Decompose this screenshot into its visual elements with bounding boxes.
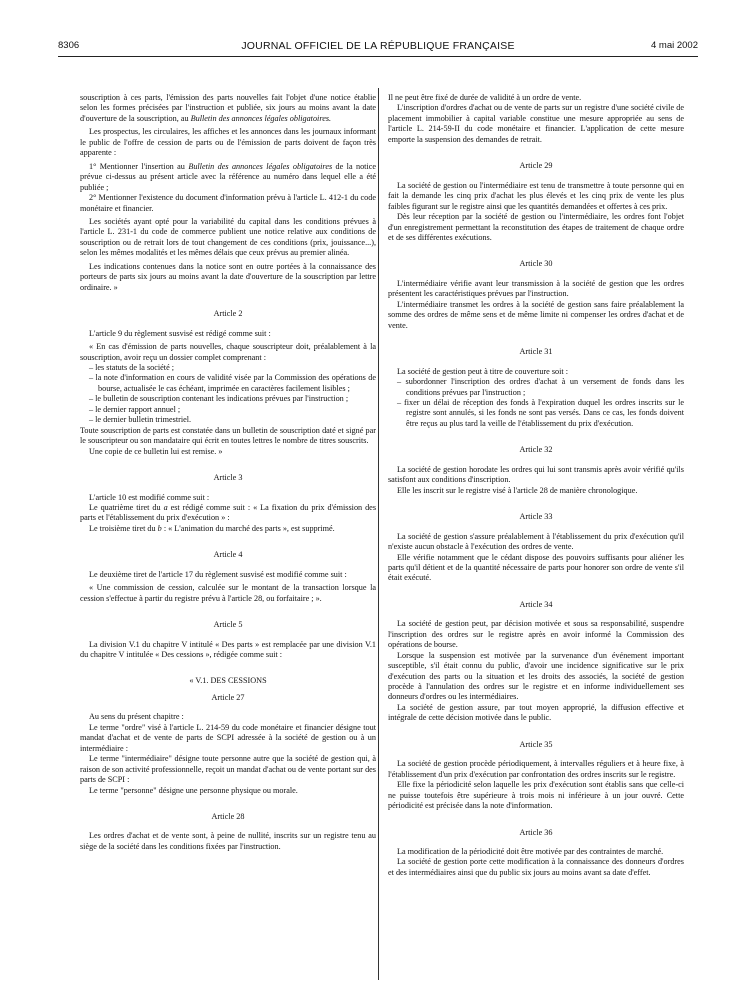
header-rule: [58, 56, 698, 57]
page-header: [58, 40, 698, 56]
article-heading: Article 34: [519, 599, 553, 609]
document-list: [80, 363, 376, 426]
article-heading: Article 3: [213, 473, 243, 483]
paragraph: La société de gestion peut à titre de couverture soit :: [397, 366, 568, 376]
paragraph: « Une commission de cession, calculée sur le montant de la transaction lorsque la cession s'effectue à partir du registre prévu à l'article 28, ou forfaitaire ; ».: [80, 583, 376, 603]
article-heading: Article 36: [519, 827, 553, 837]
paragraph: Il ne peut être fixé de durée de validité à un ordre de vente.: [388, 93, 582, 102]
article-heading: Article 29: [519, 161, 553, 171]
article-heading: Article 31: [519, 347, 553, 357]
article-heading: Article 32: [519, 445, 553, 455]
publication-date: 4 mai 2002: [650, 40, 698, 51]
paragraph: La société de gestion s'assure préalablement à l'établissement du prix d'exécution qu'il n'existe aucun obstacle à l'exécution des ordres de vente.: [388, 531, 684, 552]
paragraph: 1° Mentionner l'insertion au Bulletin des annonces légales obligatoires de la notice prévue ci-dessus au présent article avec la référence au numéro dans lequel elle a été publiée ;: [80, 161, 376, 192]
paragraph: Le terme "intermédiaire" désigne toute personne autre que la société de gestion qui, à raison de son activité professionnelle, reçoit un mandat d'achat ou de vente portant sur des parts de SCPI :: [80, 754, 376, 785]
paragraph: Le troisième tiret du b : « L'animation du marché des parts », est supprimé.: [89, 523, 335, 533]
paragraph: L'article 9 du règlement susvisé est rédigé comme suit :: [89, 328, 271, 338]
list-item: – le dernier rapport annuel ;: [89, 404, 181, 414]
paragraph: Toute souscription de parts est constatée dans un bulletin de souscription daté et signé par le souscripteur ou son mandataire qui écrit en toutes lettres le nombre de titres souscrits.: [80, 425, 376, 446]
article-heading: Article 33: [519, 512, 553, 522]
paragraph: La société de gestion ou l'intermédiaire est tenu de transmettre à toute personne qui en fait la demande les cinq prix d'achat les plus élevés et les cinq prix de vente les plus faibles figurant sur le registre ainsi que les quantités demandées et offertes à ces prix.: [388, 180, 684, 211]
paragraph: La société de gestion assure, par tout moyen approprié, la diffusion effective et intégrale de cette décision motivée dans le public.: [388, 702, 684, 723]
paragraph: Le terme "personne" désigne une personne physique ou morale.: [89, 785, 298, 795]
list-item: – subordonner l'inscription des ordres d'achat à un versement de fonds dans les conditions prévues par l'instruction ;: [397, 377, 684, 397]
paragraph: Elle les inscrit sur le registre visé à l'article 28 de manière chronologique.: [397, 485, 638, 495]
page-number: 8306: [58, 40, 80, 51]
paragraph: Lorsque la suspension est motivée par la survenance d'un événement important susceptible, s'il était connu du public, d'avoir une incidence significative sur le prix d'exécution des parts ou la situation et les droits des associés, la société de gestion procède à l'annulation des ordres sur le registre et en informe individuellement ses donneurs d'ordres ou les intermédiaires.: [388, 650, 684, 702]
paragraph: Au sens du présent chapitre :: [89, 712, 184, 722]
article-heading: Article 5: [213, 620, 243, 630]
paragraph: La société de gestion porte cette modification à la connaissance des donneurs d'ordres et des intermédiaires ainsi que du public six jours au moins avant sa date d'effet.: [388, 857, 684, 877]
paragraph: Les indications contenues dans la notice sont en outre portées à la connaissance des porteurs de parts six jours au moins avant la date d'ouverture de la souscription par lettre ordinaire. »: [80, 261, 376, 292]
paragraph: L'intermédiaire vérifie avant leur transmission à la société de gestion que les ordres présentent les caractéristiques prévues par l'instruction.: [388, 278, 684, 299]
paragraph: L'intermédiaire transmet les ordres à la société de gestion sans faire préalablement la somme des ordres de même sens et de même limite ni compenser les ordres d'achat et de vente.: [388, 299, 684, 330]
paragraph: La société de gestion horodate les ordres qui lui sont transmis après avoir vérifié qu'ils satisfont aux conditions d'inscription.: [388, 464, 684, 485]
list-item: – la note d'information en cours de validité visée par la Commission des opérations de bourse, actualisée le cas échéant, imprimée en caractères facilement lisibles ;: [89, 373, 376, 393]
right-column: [388, 93, 684, 878]
paragraph: Le deuxième tiret de l'article 17 du règlement susvisé est modifié comme suit :: [89, 569, 347, 579]
coverage-list: [388, 377, 684, 429]
list-item: – fixer un délai de réception des fonds à l'expiration duquel les ordres inscrits sur le registre sont annulés, si les fonds ne sont pas versés. Dans ce cas, les fonds doivent être reçus au plus tard la veille de l'établissement du prix d'exécution.: [397, 397, 684, 428]
paragraph: Elle fixe la périodicité selon laquelle les prix d'exécution sont établis sans que celle-ci ne puisse toutefois être supérieure à trois mois ni inférieure à un jour ouvré. Cette périodicité est précisée dans la note d'information.: [388, 780, 684, 811]
list-item: – le bulletin de souscription contenant les indications prévues par l'instruction ;: [89, 394, 349, 404]
paragraph: La division V.1 du chapitre V intitulé « Des parts » est remplacée par une division V.1 du chapitre V intitulée « Des cessions », rédigée comme suit :: [80, 639, 376, 660]
article-heading: Article 35: [519, 739, 553, 749]
column-divider: [378, 88, 379, 980]
list-item: – le dernier bulletin trimestriel.: [89, 415, 192, 425]
paragraph: Le terme "ordre" visé à l'article L. 214-59 du code monétaire et financier désigne tout mandat d'achat et de vente de parts de SCPI adressée à la société de gestion ou à un intermédiaire :: [80, 722, 376, 753]
paragraph: L'inscription d'ordres d'achat ou de vente de parts sur un registre d'une société civile de placement immobilier à capital variable constitue une mesure appropriée au sens de l'article L. 214-59-II du code monétaire et financier. L'application de cette mesure emporte la suspension des demandes de retrait.: [388, 103, 684, 144]
paragraph: Les prospectus, les circulaires, les affiches et les annonces dans les journaux informant le public de l'offre de cession de parts ou de l'émission de parts doivent de façon très apparente :: [80, 127, 376, 158]
article-heading: Article 27: [211, 692, 245, 702]
paragraph: La société de gestion peut, par décision motivée et sous sa responsabilité, suspendre l'inscription des ordres sur le registre après en avoir informé la Commission des opérations de bourse.: [388, 619, 684, 650]
list-item: – les statuts de la société ;: [89, 362, 175, 372]
paragraph: Dès leur réception par la société de gestion ou l'intermédiaire, les ordres font l'objet d'un enregistrement permettant la reconstitution des étapes de traitement de chaque ordre et de ses différentes exécutions.: [388, 212, 684, 242]
paragraph: Elle vérifie notamment que le cédant dispose des pouvoirs suffisants pour aliéner les parts qu'il détient et de la quantité nécessaire de parts pour honorer son ordre de vente s'il était exécuté.: [388, 552, 684, 583]
journal-title: JOURNAL OFFICIEL DE LA RÉPUBLIQUE FRANÇAISE: [241, 40, 515, 52]
paragraph: Une copie de ce bulletin lui est remise. »: [89, 446, 223, 456]
paragraph: Les sociétés ayant opté pour la variabilité du capital dans les conditions prévues à l'article L. 231-1 du code de commerce publient une notice relative aux conditions de souscription ou de retrait lors de tout changement de ces conditions (prix, jouissance...), selon les mêmes modalités et les mêmes délais que ceux prévus au premier alinéa.: [80, 216, 376, 258]
paragraph: Les ordres d'achat et de vente sont, à peine de nullité, inscrits sur un registre tenu au siège de la société dans les conditions fixées par l'instruction.: [80, 831, 376, 851]
article-heading: Article 28: [211, 812, 245, 822]
section-heading: « V.1. DES CESSIONS: [189, 676, 267, 686]
article-heading: Article 30: [519, 259, 553, 269]
paragraph: Le quatrième tiret du a est rédigé comme suit : « La fixation du prix d'émission des parts et l'établissement du prix d'exécution » :: [80, 502, 377, 523]
paragraph: L'article 10 est modifié comme suit :: [89, 492, 210, 502]
paragraph: La modification de la périodicité doit être motivée par des contraintes de marché.: [397, 847, 664, 857]
paragraph: 2° Mentionner l'existence du document d'information prévu à l'article L. 412-1 du code monétaire et financier.: [80, 193, 376, 213]
paragraph: La société de gestion procède périodiquement, à intervalles réguliers et à heure fixe, à l'établissement d'un prix d'exécution par confrontation des ordres inscrits sur le registre.: [388, 759, 684, 779]
left-column: [80, 93, 376, 852]
article-heading: Article 2: [213, 309, 243, 319]
article-heading: Article 4: [213, 550, 243, 560]
paragraph: « En cas d'émission de parts nouvelles, chaque souscripteur doit, préalablement à la souscription, avoir reçu un dossier complet comprenant :: [80, 342, 376, 362]
paragraph: souscription à ces parts, l'émission des parts nouvelles fait l'objet d'une notice établie selon les formes précisées par l'instruction et publiée, six jours au moins avant la date d'ouverture de la souscription, au Bulletin des annonces légales obligatoires.: [80, 93, 376, 123]
